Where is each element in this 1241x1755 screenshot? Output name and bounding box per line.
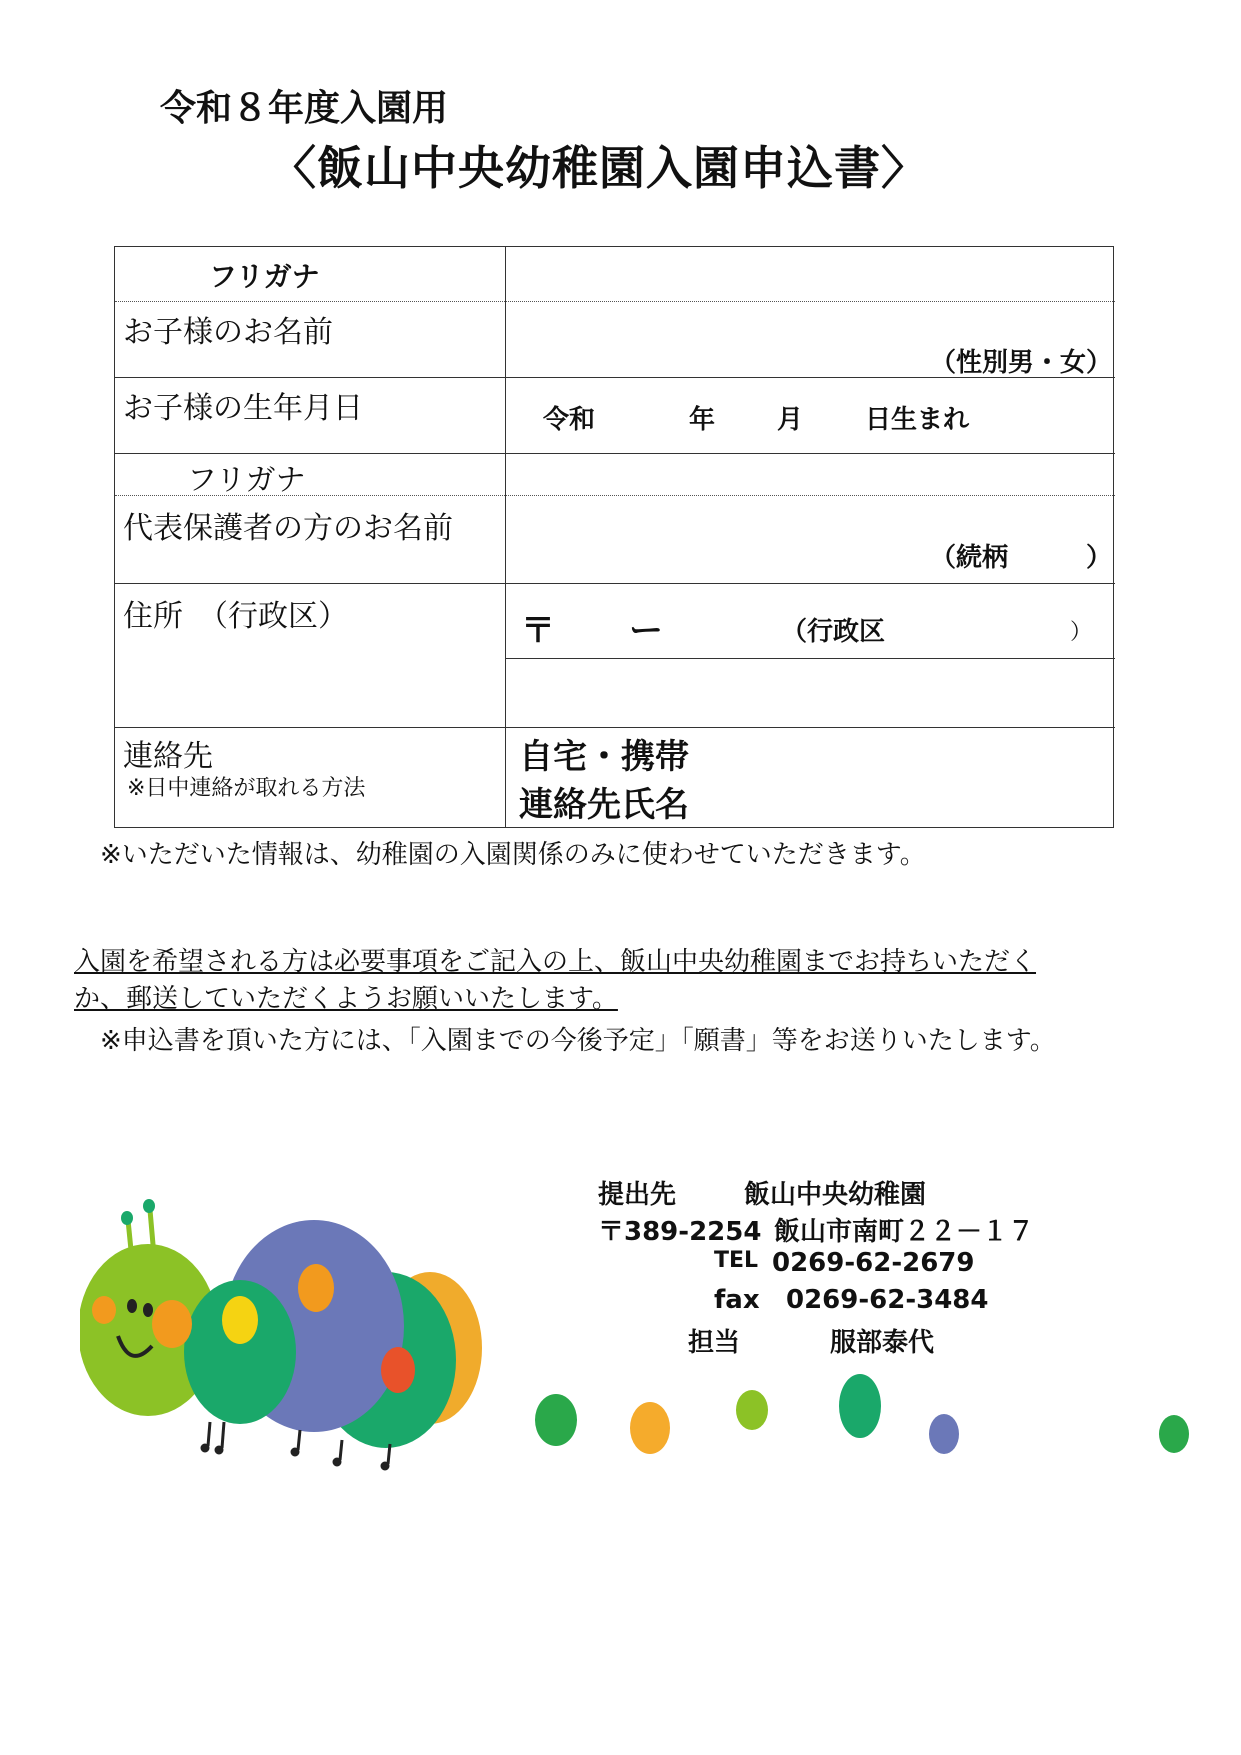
instruction-line: か、郵送していただくようお願いいたします。 <box>74 984 618 1014</box>
postal-district-field[interactable] <box>507 585 1113 657</box>
district-open: （行政区 <box>781 617 886 647</box>
spot <box>298 1264 334 1312</box>
guardian-furigana-label: フリガナ <box>187 463 306 498</box>
postal-dash: ー <box>629 611 663 651</box>
contact-label: 連絡先 <box>123 739 213 774</box>
contact-type: 自宅・携帯 <box>519 737 689 777</box>
dot <box>929 1414 959 1454</box>
person-label: 担当 <box>688 1328 741 1358</box>
row-divider <box>505 658 1115 659</box>
privacy-note: ※いただいた情報は、幼稚園の入園関係のみに使わせていただきます。 <box>100 840 926 870</box>
birth-date-label: お子様の生年月日 <box>123 391 363 426</box>
dot <box>1159 1415 1189 1453</box>
year-title: 令和８年度入園用 <box>160 88 449 129</box>
caterpillar-illustration <box>80 1160 500 1480</box>
dot <box>535 1394 577 1446</box>
gender-note: （性別男・女） <box>930 348 1113 378</box>
contact-sub-label: ※日中連絡が取れる方法 <box>127 776 366 801</box>
school-name: 飯山中央幼稚園 <box>744 1180 927 1210</box>
row-divider <box>115 727 1115 728</box>
furigana-label: フリガナ <box>209 260 320 293</box>
birth-day-unit: 日生まれ <box>865 405 970 435</box>
eye-icon <box>143 1303 153 1317</box>
dot <box>736 1390 768 1430</box>
tel-number: 0269-62-2679 <box>772 1248 975 1278</box>
address-field[interactable] <box>507 660 1113 725</box>
column-divider <box>505 247 506 827</box>
antenna-tip <box>143 1199 155 1213</box>
dot <box>630 1402 670 1454</box>
guardian-furigana-field[interactable] <box>507 455 1113 493</box>
birth-month-unit: 月 <box>777 405 804 435</box>
instruction-line: 入園を希望される方は必要事項をご記入の上、飯山中央幼稚園までお持ちいただく <box>74 947 1037 977</box>
postal-mark: 〒 <box>521 611 555 651</box>
fax-label: fax <box>714 1285 760 1315</box>
dot <box>839 1374 881 1438</box>
row-divider <box>115 453 1115 454</box>
spot <box>222 1296 258 1344</box>
eye-icon <box>127 1299 137 1313</box>
birth-era: 令和 <box>543 405 596 435</box>
antenna-tip <box>121 1211 133 1225</box>
address-label: 住所 （行政区） <box>123 599 348 634</box>
tel-label: TEL <box>714 1248 759 1273</box>
child-name-label: お子様のお名前 <box>123 315 333 350</box>
spot <box>381 1347 415 1393</box>
followup-note: ※申込書を頂いた方には、「入園までの今後予定」「願書」等をお送りいたします。 <box>100 1026 1056 1056</box>
school-address: 飯山市南町２２－１７ <box>774 1217 1035 1247</box>
contact-name: 連絡先氏名 <box>519 785 689 825</box>
decorative-dots <box>520 1360 1200 1470</box>
relation-note: （続柄 ） <box>930 543 1113 573</box>
district-close: ） <box>1070 620 1093 645</box>
caterpillar-cheek <box>92 1296 116 1324</box>
row-divider <box>115 583 1115 584</box>
person-name: 服部泰代 <box>830 1328 935 1358</box>
postal-code: 〒389-2254 <box>598 1217 762 1247</box>
instruction-paragraph <box>74 944 1174 1018</box>
birth-year-unit: 年 <box>689 405 716 435</box>
guardian-name-label: 代表保護者の方のお名前 <box>123 511 453 546</box>
caterpillar-cheek <box>152 1300 192 1348</box>
child-furigana-field[interactable] <box>507 249 1113 299</box>
application-form-table <box>114 246 1114 828</box>
fax-number: 0269-62-3484 <box>786 1285 989 1315</box>
submit-label: 提出先 <box>598 1180 677 1210</box>
page-title: 〈飯山中央幼稚園入園申込書〉 <box>270 141 928 195</box>
row-divider <box>115 301 1115 302</box>
